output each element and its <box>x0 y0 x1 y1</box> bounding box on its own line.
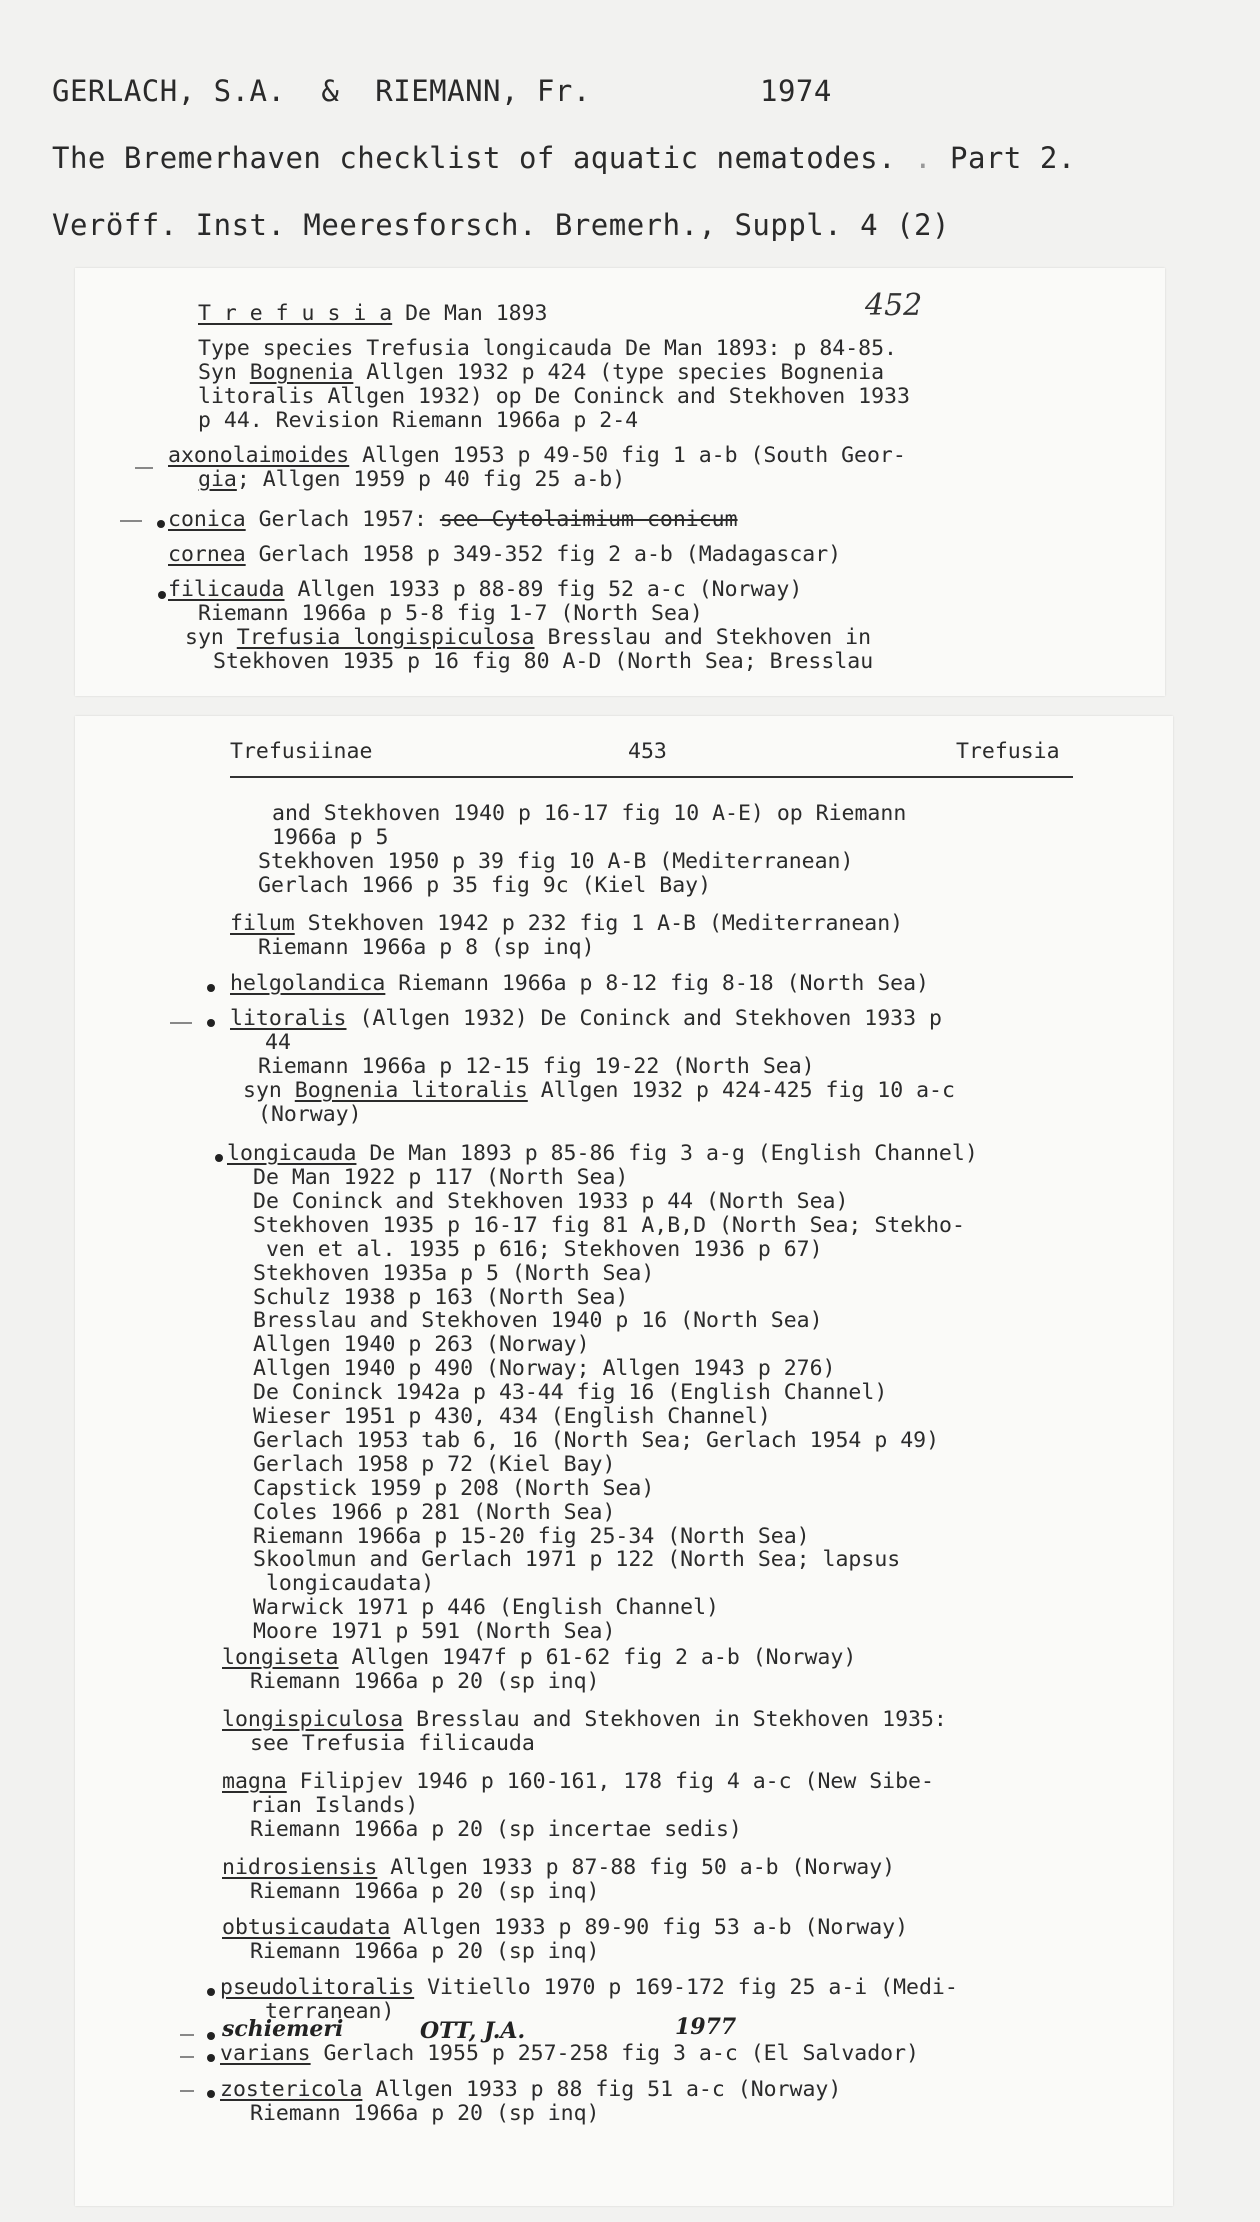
species-name: axonolaimoides <box>168 443 350 468</box>
margin-dash <box>180 2034 194 2036</box>
entry-text: Allgen 1933 p 87-88 fig 50 a-b (Norway) <box>377 1855 896 1880</box>
page-452-card <box>75 268 1165 696</box>
reference-line: De Man 1922 p 117 (North Sea) <box>253 1165 629 1190</box>
continuation-line: 1966a p 5 <box>272 825 389 850</box>
entry-nidrosiensis <box>222 1856 895 1880</box>
margin-dash <box>120 520 142 522</box>
reference-line: Gerlach 1958 p 72 (Kiel Bay) <box>253 1451 616 1477</box>
entry-cornea <box>168 543 841 567</box>
entry-litoralis-syn-cont: (Norway) <box>258 1102 362 1127</box>
type-species-line: Type species Trefusia longicauda De Man 1893: p 84-85. <box>198 336 897 361</box>
genus-author: De Man 1893 <box>392 301 548 326</box>
handwritten-page-number: 452 <box>865 288 923 323</box>
margin-bullet <box>207 1019 215 1027</box>
entry-text: Allgen 1933 p 88-89 fig 52 a-c (Norway) <box>284 577 803 602</box>
entry-text: Riemann 1966a p 8-12 fig 8-18 (North Sea) <box>385 971 929 996</box>
margin-bullet <box>207 2032 215 2040</box>
handwritten-author: OTT, J.A. <box>420 2018 526 2044</box>
reference-line: Allgen 1940 p 263 (Norway) <box>253 1332 590 1358</box>
citation-journal: Veröff. Inst. Meeresforsch. Bremerh., Suppl. 4 (2) <box>52 208 950 242</box>
syn-label: syn <box>243 1078 295 1103</box>
entry-text: Gerlach 1957: <box>245 507 440 532</box>
synonym-line-2: litoralis Allgen 1932) op De Coninck and Stekhoven 1933 <box>198 384 910 409</box>
margin-bullet <box>207 1988 215 1996</box>
reference-line: Skoolmun and Gerlach 1971 p 122 (North Sea; lapsus <box>253 1547 901 1573</box>
entry-nidrosiensis-ref: Riemann 1966a p 20 (sp inq) <box>250 1879 600 1904</box>
reference-line: Schulz 1938 p 163 (North Sea) <box>253 1284 629 1310</box>
syn-label: syn <box>185 625 237 650</box>
reference-line: Coles 1966 p 281 (North Sea) <box>253 1499 616 1525</box>
species-name: conica <box>168 507 246 532</box>
citation-year: 1974 <box>760 74 832 108</box>
entry-text: Gerlach 1955 p 257-258 fig 3 a-c (El Salvador) <box>310 2041 919 2066</box>
species-name: litoralis <box>230 1006 347 1031</box>
margin-bullet <box>207 2090 215 2098</box>
entry-text: Gerlach 1958 p 349-352 fig 2 a-b (Madagascar) <box>245 542 842 567</box>
entry-zostericola <box>220 2078 841 2102</box>
struck-text: see Cytolaimium conicum <box>439 507 738 532</box>
species-name: filicauda <box>168 577 285 602</box>
reference-line: Riemann 1966a p 15-20 fig 25-34 (North Sea) <box>253 1523 810 1549</box>
entry-longiseta <box>222 1646 856 1670</box>
page-453-card <box>75 716 1173 2206</box>
genus-heading <box>198 302 548 326</box>
entry-filicauda-ref: Riemann 1966a p 5-8 fig 1-7 (North Sea) <box>198 601 703 626</box>
entry-text: Filipjev 1946 p 160-161, 178 fig 4 a-c (New Sibe- <box>286 1769 934 1794</box>
reference-line: Capstick 1959 p 208 (North Sea) <box>253 1475 655 1501</box>
running-head-right: Trefusia <box>956 739 1060 764</box>
syn-name: Bognenia litoralis <box>294 1078 528 1103</box>
entry-filum-ref: Riemann 1966a p 8 (sp inq) <box>258 935 595 960</box>
entry-litoralis-syn <box>243 1079 955 1103</box>
entry-litoralis-ref: Riemann 1966a p 12-15 fig 19-22 (North Sea) <box>258 1054 815 1079</box>
syn-rest: Bresslau and Stekhoven in <box>534 625 872 650</box>
entry-litoralis <box>230 1007 942 1031</box>
reference-line: Wieser 1951 p 430, 434 (English Channel) <box>253 1404 771 1429</box>
species-name-cont: gia <box>198 467 237 492</box>
genus-name: T r e f u s i a <box>198 301 393 326</box>
species-name: pseudolitoralis <box>220 1975 415 2000</box>
running-head-rule <box>230 776 1073 778</box>
reference-line: ven et al. 1935 p 616; Stekhoven 1936 p 67) <box>253 1236 823 1262</box>
handwritten-year: 1977 <box>675 2014 737 2040</box>
species-name: filum <box>230 911 295 936</box>
entry-filicauda-syn-cont: Stekhoven 1935 p 16 fig 80 A-D (North Sea; Bresslau <box>213 649 874 674</box>
entry-filum <box>230 912 903 936</box>
entry-text: Vitiello 1970 p 169-172 fig 25 a-i (Medi- <box>414 1975 958 2000</box>
species-name: magna <box>222 1769 287 1794</box>
entry-text-cont: ; Allgen 1959 p 40 fig 25 a-b) <box>236 467 626 492</box>
species-name: zostericola <box>220 2077 363 2102</box>
running-head-page: 453 <box>628 739 667 764</box>
entry-text: Allgen 1953 p 49-50 fig 1 a-b (South Geor- <box>349 443 906 468</box>
syn-label: Syn <box>198 360 250 385</box>
entry-text: De Man 1893 p 85-86 fig 3 a-g (English Channel) <box>356 1141 978 1166</box>
species-name: helgolandica <box>230 971 386 996</box>
species-name: longispiculosa <box>222 1707 404 1732</box>
entry-magna-cont: rian Islands) <box>250 1793 419 1818</box>
entry-litoralis-cont: 44 <box>265 1030 291 1055</box>
entry-obtusicaudata <box>222 1916 908 1940</box>
entry-varians <box>220 2042 919 2066</box>
continuation-line: Stekhoven 1950 p 39 fig 10 A-B (Mediterranean) <box>258 849 854 874</box>
margin-bullet <box>207 2054 215 2062</box>
species-name: longiseta <box>222 1645 339 1670</box>
margin-bullet <box>157 520 165 528</box>
citation-title <box>52 141 1076 175</box>
reference-line: De Coninck and Stekhoven 1933 p 44 (North Sea) <box>253 1188 849 1214</box>
revision-line: p 44. Revision Riemann 1966a p 2-4 <box>198 408 639 433</box>
reference-line: Warwick 1971 p 446 (English Channel) <box>253 1595 719 1621</box>
entry-text: Allgen 1933 p 89-90 fig 53 a-b (Norway) <box>390 1915 909 1940</box>
continuation-line: and Stekhoven 1940 p 16-17 fig 10 A-E) op Riemann <box>272 801 907 826</box>
running-head-left: Trefusiinae <box>230 739 373 764</box>
entry-filicauda <box>168 578 802 602</box>
entry-conica <box>168 508 738 532</box>
entry-magna-ref: Riemann 1966a p 20 (sp incertae sedis) <box>250 1817 742 1842</box>
entry-longispiculosa <box>222 1708 947 1732</box>
species-name: nidrosiensis <box>222 1855 378 1880</box>
entry-axonolaimoides <box>168 444 906 468</box>
entry-text: Bresslau and Stekhoven in Stekhoven 1935: <box>403 1707 947 1732</box>
entry-filicauda-syn <box>185 626 871 650</box>
entry-magna <box>222 1770 934 1794</box>
reference-line: Gerlach 1953 tab 6, 16 (North Sea; Gerlach 1954 p 49) <box>253 1427 940 1453</box>
margin-dash <box>180 2090 194 2092</box>
entry-pseudolitoralis <box>220 1976 958 2000</box>
entry-longispiculosa-see: see Trefusia filicauda <box>250 1731 535 1756</box>
species-name: cornea <box>168 542 246 567</box>
reference-line: Bresslau and Stekhoven 1940 p 16 (North Sea) <box>253 1308 823 1334</box>
entry-text: (Allgen 1932) De Coninck and Stekhoven 1933 p <box>346 1006 942 1031</box>
species-name: varians <box>220 2041 311 2066</box>
reference-line: Stekhoven 1935a p 5 (North Sea) <box>253 1260 655 1286</box>
syn-genus: Bognenia <box>249 360 354 385</box>
margin-bullet <box>158 591 166 599</box>
margin-dash <box>180 2056 194 2058</box>
syn-rest: Allgen 1932 p 424 (type species Bognenia <box>353 360 885 385</box>
margin-dash <box>135 467 153 469</box>
reference-line: Moore 1971 p 591 (North Sea) <box>253 1619 616 1645</box>
authors-text: GERLACH, S.A. & RIEMANN, Fr. <box>52 74 591 108</box>
title-text: The Bremerhaven checklist of aquatic nematodes. <box>52 141 897 175</box>
title-dash: . <box>914 141 933 175</box>
margin-bullet <box>207 984 215 992</box>
continuation-line: Gerlach 1966 p 35 fig 9c (Kiel Bay) <box>258 873 712 898</box>
species-name: longicauda <box>227 1141 357 1166</box>
margin-bullet <box>215 1154 223 1162</box>
entry-text: Allgen 1933 p 88 fig 51 a-c (Norway) <box>362 2077 842 2102</box>
entry-axonolaimoides-cont <box>198 468 625 492</box>
reference-line: Allgen 1940 p 490 (Norway; Allgen 1943 p 276) <box>253 1356 836 1382</box>
reference-line: longicaudata) <box>253 1571 435 1597</box>
entry-helgolandica <box>230 972 929 996</box>
entry-text: Stekhoven 1942 p 232 fig 1 A-B (Mediterranean) <box>294 911 904 936</box>
citation-authors <box>52 74 591 108</box>
entry-zostericola-ref: Riemann 1966a p 20 (sp inq) <box>250 2101 600 2126</box>
entry-obtusicaudata-ref: Riemann 1966a p 20 (sp inq) <box>250 1939 600 1964</box>
margin-dash <box>170 1022 192 1024</box>
entry-text: Allgen 1947f p 61-62 fig 2 a-b (Norway) <box>338 1645 857 1670</box>
syn-rest: Allgen 1932 p 424-425 fig 10 a-c <box>527 1078 955 1103</box>
entry-longiseta-ref: Riemann 1966a p 20 (sp inq) <box>250 1669 600 1694</box>
reference-line: Stekhoven 1935 p 16-17 fig 81 A,B,D (North Sea; Stekho- <box>253 1212 965 1238</box>
synonym-line <box>198 361 884 385</box>
syn-name: Trefusia longispiculosa <box>236 625 535 650</box>
reference-line: De Coninck 1942a p 43-44 fig 16 (English Channel) <box>253 1380 888 1406</box>
title-part: Part 2. <box>950 141 1076 175</box>
entry-pseudolitoralis-cont: terranean) <box>265 1999 395 2024</box>
species-name: obtusicaudata <box>222 1915 391 1940</box>
handwritten-species-schiemeri: schiemeri <box>222 2016 344 2042</box>
entry-longicauda <box>227 1142 978 1166</box>
